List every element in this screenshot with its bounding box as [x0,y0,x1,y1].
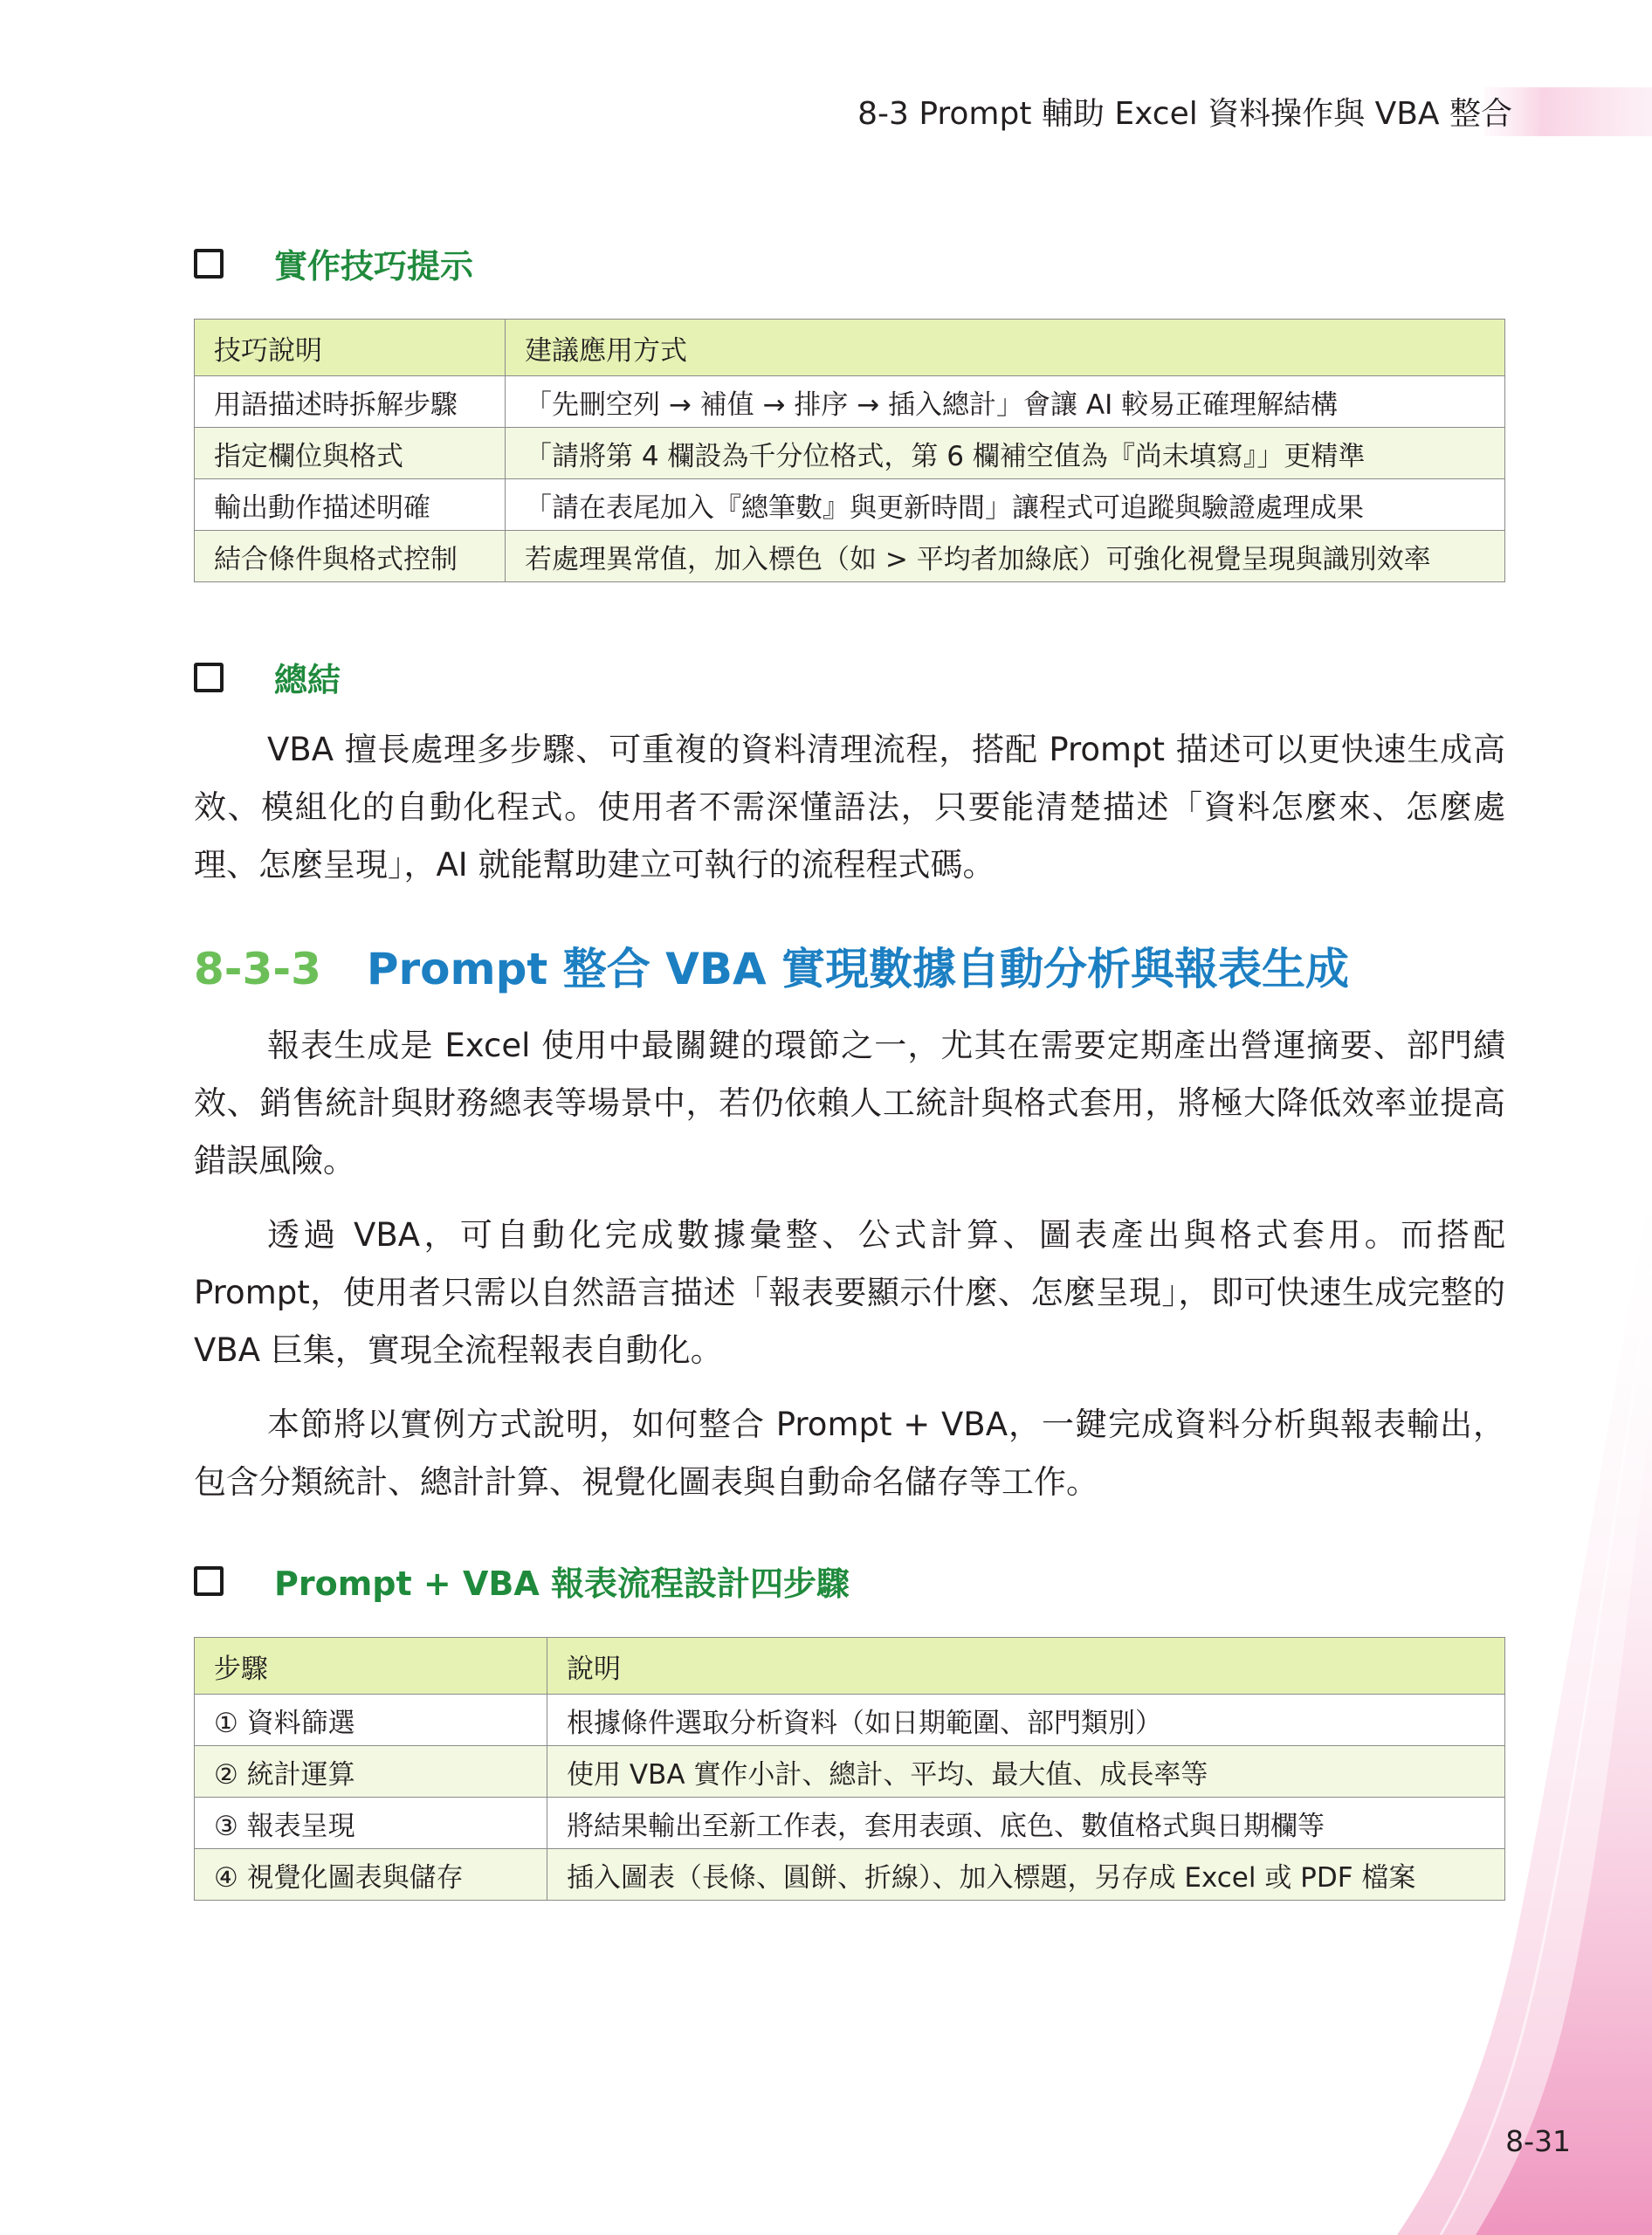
checkbox-square-icon [194,663,224,692]
table-cell: ④ 視覺化圖表與儲存 [195,1849,547,1901]
table-cell: 用語描述時拆解步驟 [195,376,506,428]
checkbox-square-icon [194,1566,224,1596]
summary-paragraph: VBA 擅長處理多步驟、可重複的資料清理流程，搭配 Prompt 描述可以更快速生成高效、模組化的自動化程式。使用者不需深懂語法，只要能清楚描述「資料怎麼來、怎麼處理、怎麼呈現」，AI 就能幫助建立可執行的流程程式碼。 [194,731,1505,884]
table-cell: 根據條件選取分析資料（如日期範圍、部門類別） [547,1695,1505,1746]
table-header-cell: 步驟 [195,1638,547,1695]
body-paragraph: 報表生成是 Excel 使用中最關鍵的環節之一，尤其在需要定期產出營運摘要、部門績效、銷售統計與財務總表等場景中，若仍依賴人工統計與格式套用，將極大降低效率並提高錯誤風險。 [194,1027,1505,1179]
table-cell: 使用 VBA 實作小計、總計、平均、最大值、成長率等 [547,1746,1505,1798]
section-heading-steps [194,1557,850,1605]
table-header-row [195,1638,1505,1695]
table-row [195,1849,1505,1901]
table-row [195,479,1505,531]
table-row [195,1746,1505,1798]
table-cell: ② 統計運算 [195,1746,547,1798]
section-heading-summary-text: 總結 [274,661,341,699]
table-cell: 輸出動作描述明確 [195,479,506,531]
tips-table [194,319,1505,582]
section-heading-tips [194,239,473,287]
table-cell: 「先刪空列 → 補值 → 排序 → 插入總計」會讓 AI 較易正確理解結構 [506,376,1505,428]
table-cell: 結合條件與格式控制 [195,531,506,582]
checkbox-square-icon [194,249,224,279]
table-header-row [195,320,1505,376]
table-cell: 若處理異常值，加入標色（如 > 平均者加綠底）可強化視覺呈現與識別效率 [506,531,1505,582]
section-heading-tips-text: 實作技巧提示 [274,247,474,285]
body-paragraph: 透過 VBA，可自動化完成數據彙整、公式計算、圖表產出與格式套用。而搭配 Prompt，使用者只需以自然語言描述「報表要顯示什麼、怎麼呈現」，即可快速生成完整的 VBA 巨集，實現全流程報表自動化。 [194,1216,1505,1369]
table-cell: 「請將第 4 欄設為千分位格式，第 6 欄補空值為『尚未填寫』」更精準 [506,428,1505,479]
running-header: 8-3 Prompt 輔助 Excel 資料操作與 VBA 整合 [857,96,1512,132]
table-header-cell: 建議應用方式 [506,320,1505,376]
table-header-cell: 說明 [547,1638,1505,1695]
table-header-cell: 技巧說明 [195,320,506,376]
body-paragraph: 本節將以實例方式說明，如何整合 Prompt + VBA，一鍵完成資料分析與報表輸出，包含分類統計、總計計算、視覺化圖表與自動命名儲存等工作。 [194,1406,1505,1501]
section-number: 8-3-3 [194,944,321,994]
page-number: 8-31 [1505,2124,1571,2158]
steps-table [194,1637,1505,1901]
table-row [195,531,1505,582]
table-cell: 將結果輸出至新工作表，套用表頭、底色、數值格式與日期欄等 [547,1798,1505,1849]
table-row [195,376,1505,428]
table-row [195,428,1505,479]
section-heading-summary [194,653,341,701]
table-row [195,1798,1505,1849]
table-cell: 「請在表尾加入『總筆數』與更新時間」讓程式可追蹤與驗證處理成果 [506,479,1505,531]
table-cell: 指定欄位與格式 [195,428,506,479]
section-heading-steps-text: Prompt + VBA 報表流程設計四步驟 [274,1564,850,1603]
section-title: Prompt 整合 VBA 實現數據自動分析與報表生成 [366,944,1350,994]
section-title-8-3-3 [194,934,1349,997]
table-cell: ③ 報表呈現 [195,1798,547,1849]
table-row [195,1695,1505,1746]
table-cell: 插入圖表（長條、圓餅、折線）、加入標題，另存成 Excel 或 PDF 檔案 [547,1849,1505,1901]
table-cell: ① 資料篩選 [195,1695,547,1746]
